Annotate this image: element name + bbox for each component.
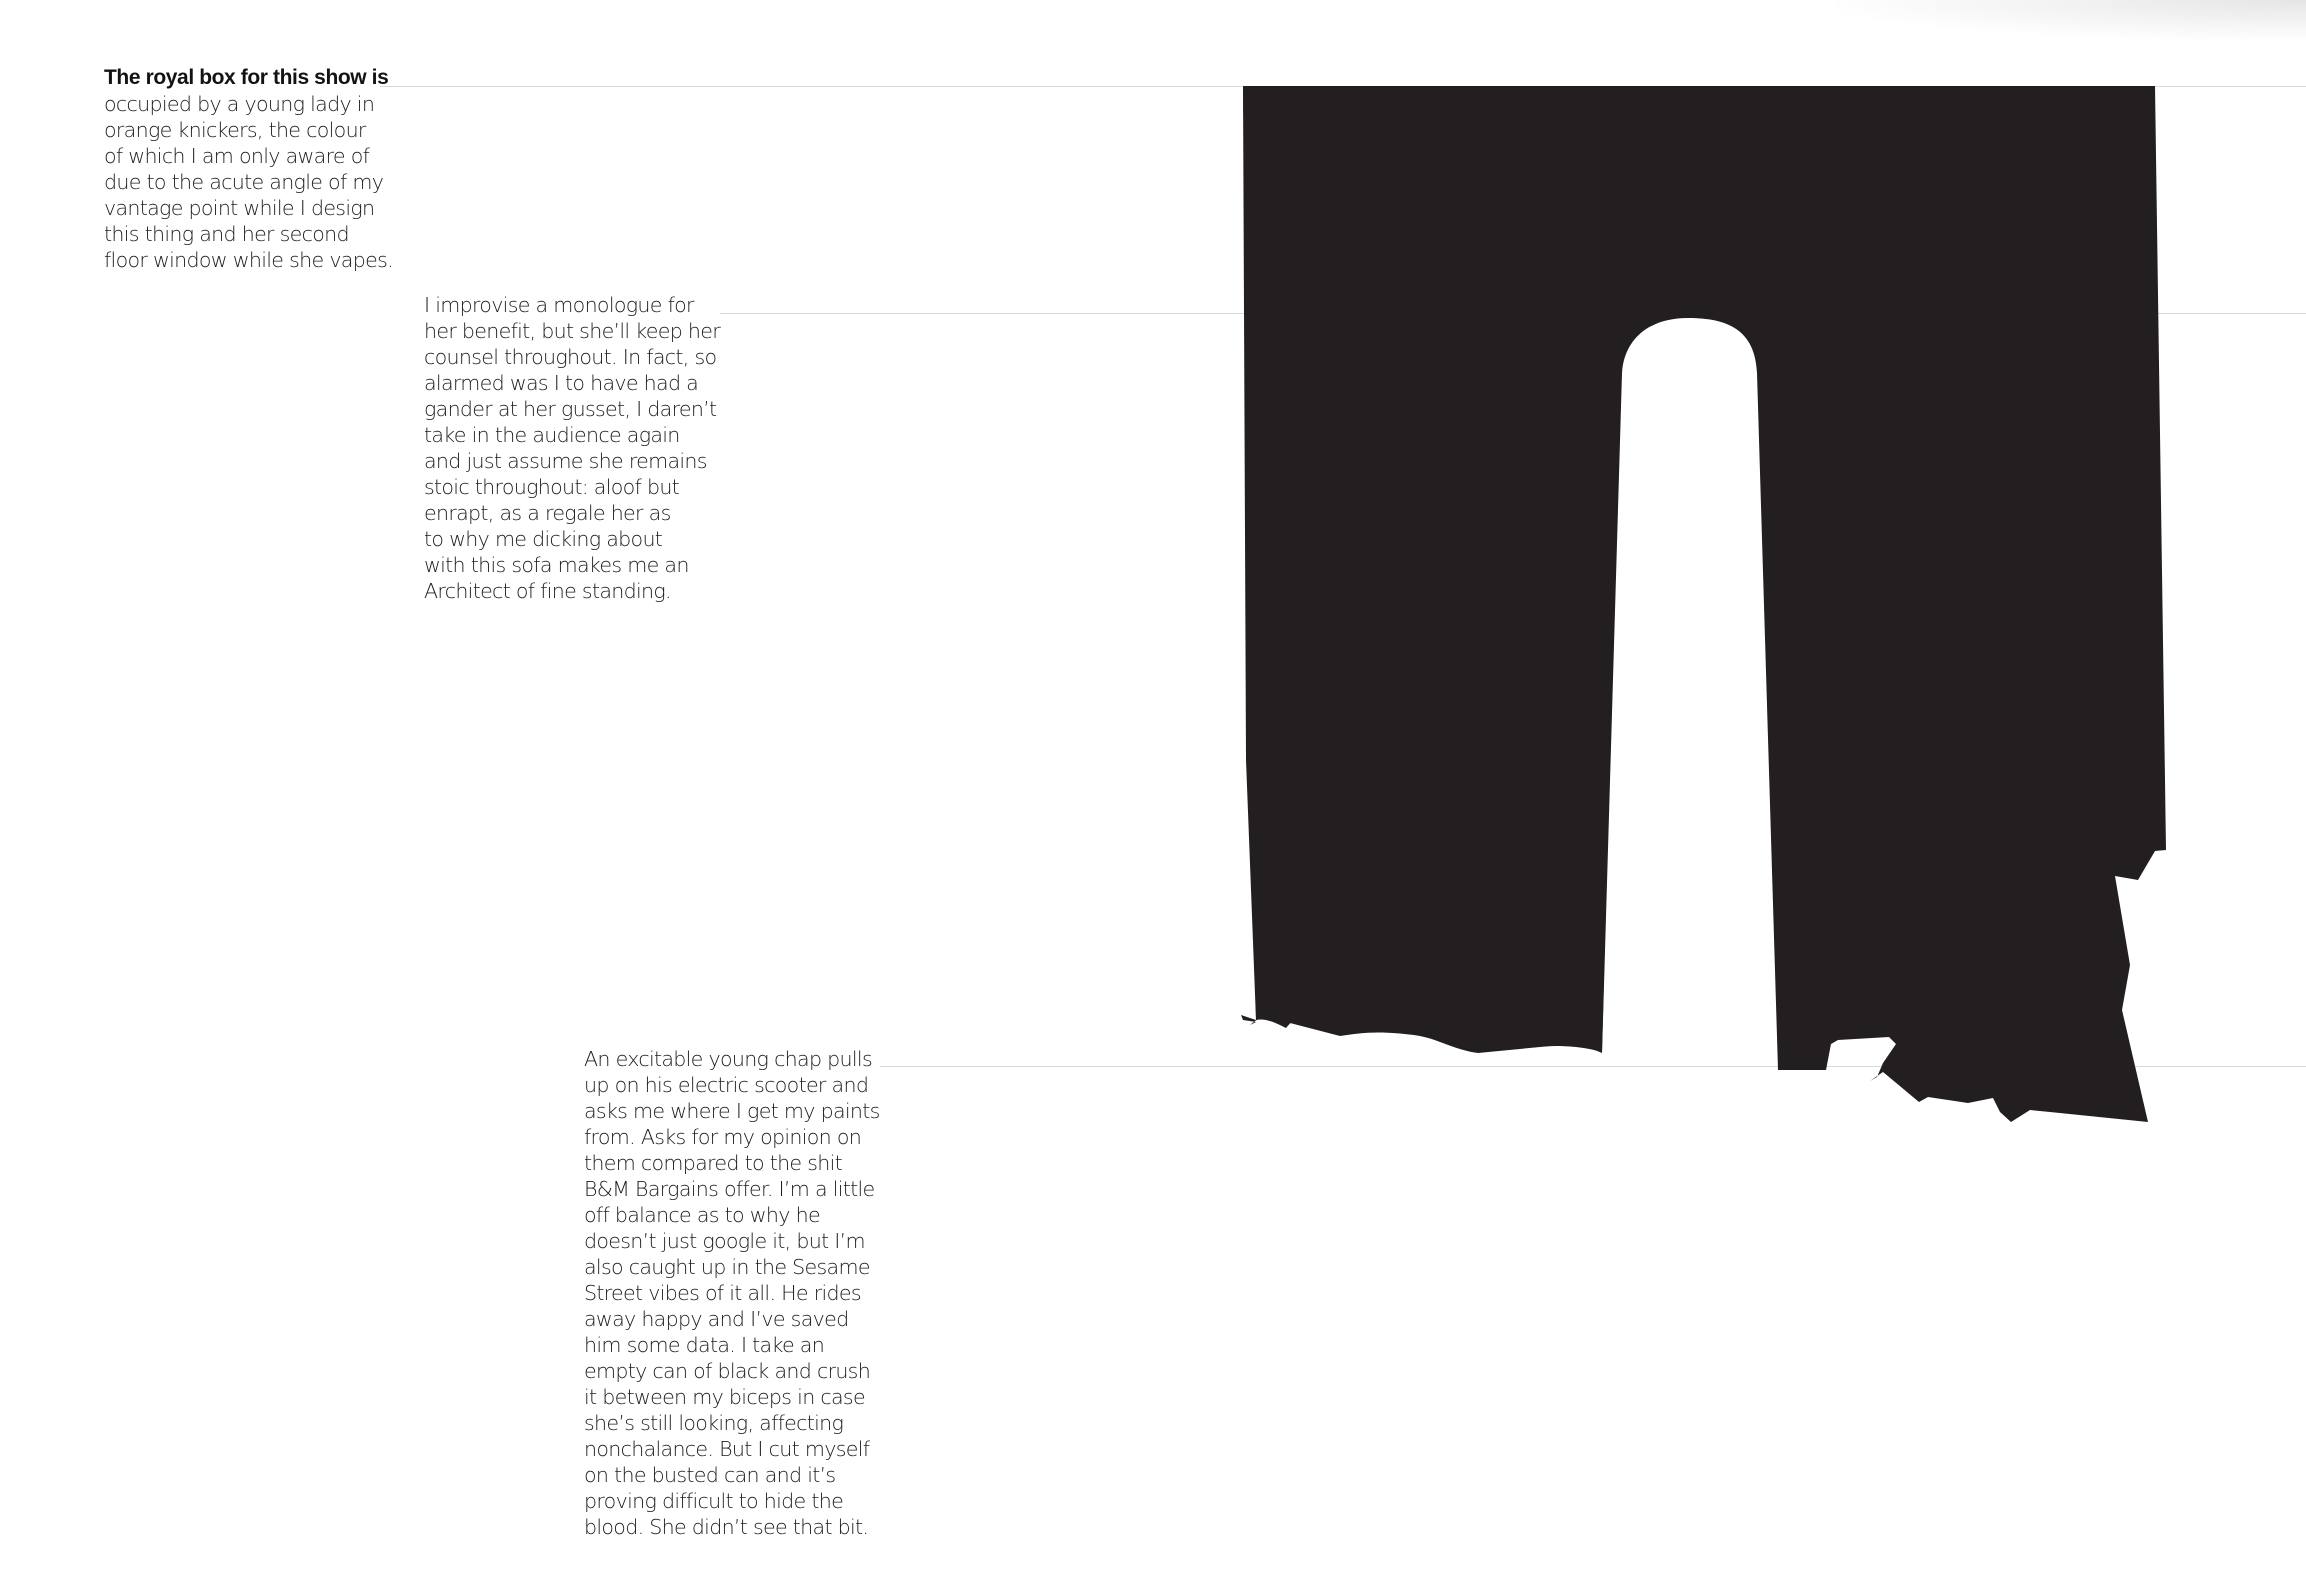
paragraph-line: B&M Bargains offer. I’m a little <box>584 1177 875 1201</box>
paragraph-line: enrapt, as a regale her as <box>424 501 671 525</box>
paragraph-line: her benefit, but she’ll keep her <box>424 319 721 343</box>
paragraph-line: gander at her gusset, I daren’t <box>424 397 717 421</box>
paragraph-line: empty can of black and crush <box>584 1359 871 1383</box>
paragraph-line: to why me dicking about <box>424 527 663 551</box>
paragraph-line: vantage point while I design <box>104 196 375 220</box>
paragraph-line: from. Asks for my opinion on <box>584 1125 862 1149</box>
paragraph-line: it between my biceps in case <box>584 1385 865 1409</box>
horizontal-rule-bottom <box>880 1066 2306 1067</box>
paragraph-line: with this sofa makes me an <box>424 553 689 577</box>
paragraph-line: Architect of fine standing. <box>424 579 671 603</box>
paragraph-line: up on his electric scooter and <box>584 1073 869 1097</box>
paragraph-line: I improvise a monologue for <box>424 293 694 317</box>
paragraph-line: floor window while she vapes. <box>104 248 393 272</box>
paragraph-line: and just assume she remains <box>424 449 707 473</box>
paragraph-line: occupied by a young lady in <box>104 92 375 116</box>
paragraph-line: blood. She didn’t see that bit. <box>584 1515 869 1539</box>
paragraph-line: alarmed was I to have had a <box>424 371 699 395</box>
paragraph-line: off balance as to why he <box>584 1203 820 1227</box>
paragraph-line: doesn’t just google it, but I’m <box>584 1229 865 1253</box>
paragraph-line: asks me where I get my paints <box>584 1099 880 1123</box>
paragraph-line: of which I am only aware of <box>104 144 370 168</box>
paragraph-line: orange knickers, the colour <box>104 118 366 142</box>
paragraph-line: away happy and I’ve saved <box>584 1307 849 1331</box>
page-corner-shadow <box>1836 0 2306 40</box>
sofa-left-leg-rim <box>1243 86 1622 1052</box>
paragraph-line: counsel throughout. In fact, so <box>424 345 717 369</box>
paragraph-line: this thing and her second <box>104 222 349 246</box>
paragraph-line: stoic throughout: aloof but <box>424 475 680 499</box>
paragraph-line: them compared to the shit <box>584 1151 843 1175</box>
paragraph-line: proving difficult to hide the <box>584 1489 844 1513</box>
sofa-silhouette-shape <box>1241 86 2166 1122</box>
paragraph-line: An excitable young chap pulls <box>584 1047 872 1071</box>
paragraph-line: due to the acute angle of my <box>104 170 384 194</box>
paragraph-royal-box <box>104 65 393 273</box>
horizontal-rule-top <box>380 86 2306 87</box>
paragraph-line: him some data. I take an <box>584 1333 825 1357</box>
paragraph-monologue <box>424 292 720 604</box>
paragraph-line: Street vibes of it all. He rides <box>584 1281 861 1305</box>
paragraph-line: she’s still looking, affecting <box>584 1411 844 1435</box>
paragraph-line: take in the audience again <box>424 423 680 447</box>
paragraph-scooter-chap <box>584 1046 880 1540</box>
paragraph-line: nonchalance. But I cut myself <box>584 1437 870 1461</box>
paragraph-line: also caught up in the Sesame <box>584 1255 870 1279</box>
paragraph-lead: The royal box for this show is <box>104 66 389 89</box>
horizontal-rule-middle <box>720 313 2306 314</box>
paragraph-line: on the busted can and it’s <box>584 1463 836 1487</box>
